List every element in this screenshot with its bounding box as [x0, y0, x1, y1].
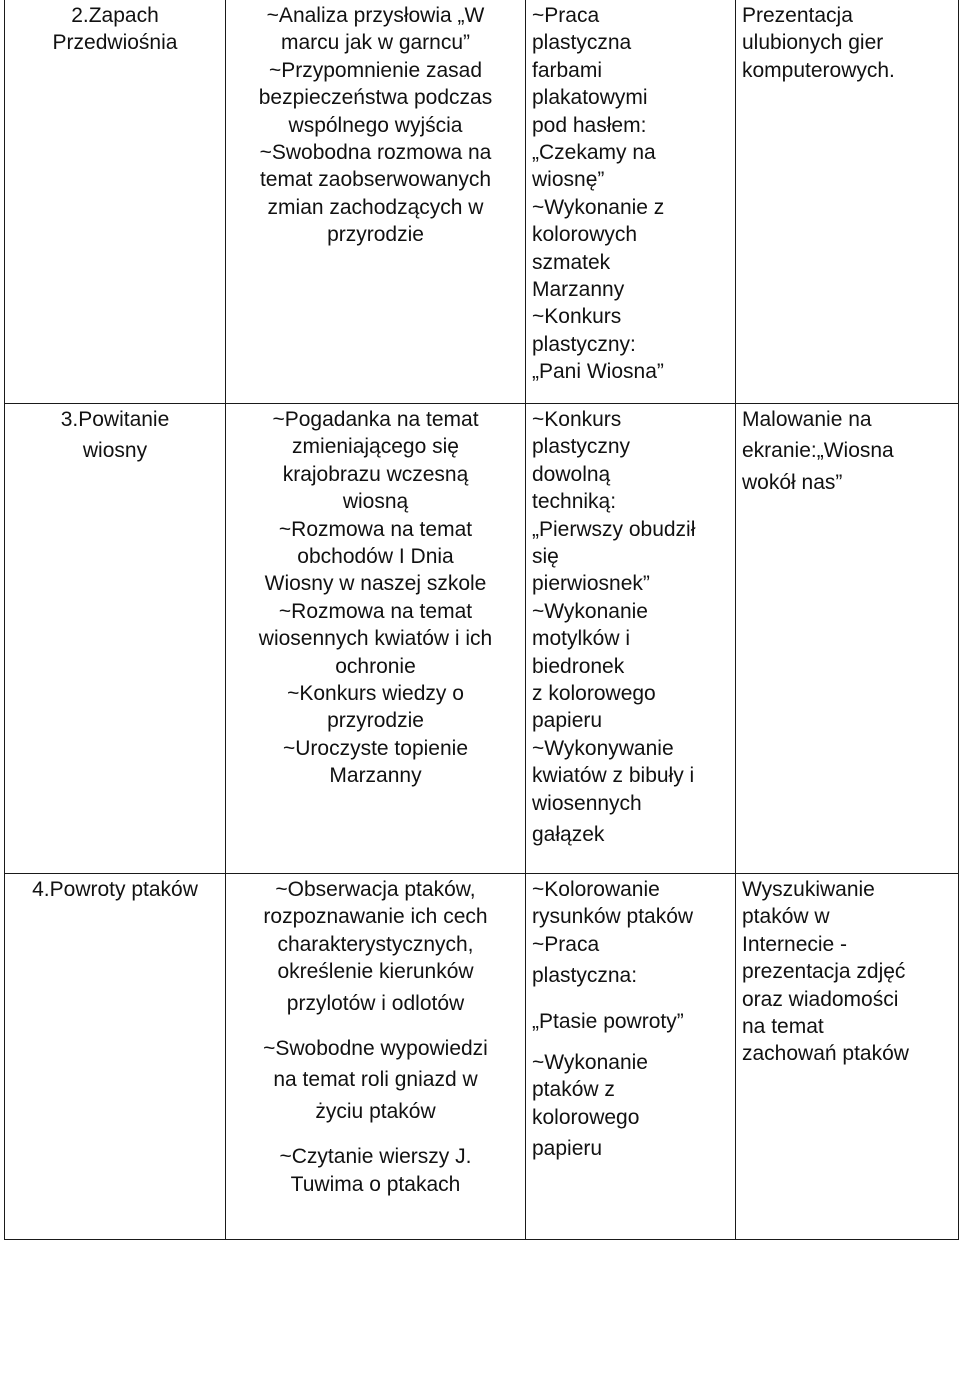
- art-line: plakatowymi: [532, 86, 648, 110]
- topic-cell: [5, 874, 226, 1240]
- art-line: farbami: [532, 58, 603, 82]
- topic-line: 2.Zapach: [71, 4, 159, 27]
- activity-line: Tuwima o ptakach: [290, 1172, 461, 1196]
- activity-line: ~Pogadanka na temat: [272, 408, 479, 431]
- activity-line: ~Uroczyste topienie: [282, 736, 468, 760]
- computer-line: na temat: [742, 1015, 824, 1039]
- art-line: pod hasłem:: [532, 113, 647, 137]
- art-line: kolorowych: [532, 223, 638, 247]
- art-line: ~Wykonywanie: [532, 736, 674, 760]
- activity-line: ~Konkurs wiedzy o: [287, 682, 464, 706]
- art-line: kwiatów z bibuły i: [532, 764, 695, 788]
- computer-line: Malowanie na: [742, 408, 872, 431]
- art-line: ~Wykonanie z: [532, 195, 665, 219]
- computer-cell: [736, 874, 959, 1240]
- activity-line: przylotów i odlotów: [286, 991, 465, 1015]
- art-cell: [526, 404, 736, 874]
- art-line: motylków i: [532, 627, 631, 651]
- activities-cell: [226, 874, 526, 1240]
- computer-line: ekranie:„Wiosna: [742, 439, 894, 463]
- art-line: rysunków ptaków: [532, 905, 694, 929]
- activity-line: ~Swobodne wypowiedzi: [263, 1037, 488, 1061]
- art-line: biedronek: [532, 654, 625, 678]
- activity-line: temat zaobserwowanych: [259, 168, 492, 192]
- activity-line: charakterystycznych,: [277, 932, 474, 956]
- computer-line: Prezentacja: [742, 4, 853, 27]
- table-row: [5, 874, 959, 1240]
- activity-line: życiu ptaków: [315, 1099, 436, 1123]
- activity-line: wiosną: [342, 490, 409, 514]
- art-line: ~Praca: [532, 4, 600, 27]
- activity-line: zmieniającego się: [292, 435, 459, 459]
- art-line: dowolną: [532, 462, 611, 486]
- computer-cell: [736, 0, 959, 404]
- activity-line: ochronie: [335, 654, 416, 678]
- computer-line: oraz wiadomości: [742, 987, 899, 1011]
- computer-line: Internecie -: [742, 932, 848, 956]
- art-line: Marzanny: [532, 278, 625, 302]
- activity-line: na temat roli gniazd w: [273, 1068, 478, 1092]
- art-line: papieru: [532, 709, 603, 733]
- art-line: ~Konkurs: [532, 408, 622, 431]
- topic-cell: [5, 404, 226, 874]
- art-cell: [526, 0, 736, 404]
- topic-line: 4.Powroty ptaków: [32, 878, 198, 901]
- topic-line: 3.Powitanie: [60, 408, 170, 431]
- art-line: gałązek: [532, 823, 605, 847]
- art-line: się: [532, 545, 559, 569]
- art-line: „Pierwszy obudził: [532, 517, 696, 541]
- activity-line: obchodów I Dnia: [297, 545, 454, 569]
- art-line: ~Konkurs: [532, 305, 622, 329]
- topic-line: Przedwiośnia: [52, 31, 178, 55]
- activity-line: bezpieczeństwa podczas: [258, 86, 493, 110]
- activity-line: Wiosny w naszej szkole: [264, 572, 487, 596]
- computer-cell: [736, 404, 959, 874]
- computer-line: komputerowych.: [742, 58, 895, 82]
- art-line: szmatek: [532, 250, 611, 274]
- lesson-plan-table: [4, 0, 959, 1240]
- art-line: „Ptasie powroty”: [532, 1009, 684, 1033]
- activity-line: przyrodzie: [327, 223, 424, 247]
- art-line: „Czekamy na: [532, 141, 656, 165]
- computer-line: prezentacja zdjęć: [742, 960, 906, 984]
- art-cell: [526, 874, 736, 1240]
- activity-line: ~Czytanie wierszy J.: [279, 1145, 472, 1169]
- art-line: ~Wykonanie: [532, 1051, 648, 1075]
- art-line: wiosennych: [532, 791, 642, 815]
- art-line: kolorowego: [532, 1105, 640, 1129]
- topic-cell: [5, 0, 226, 404]
- art-line: ~Praca: [532, 932, 600, 956]
- activity-line: wspólnego wyjścia: [288, 113, 463, 137]
- art-line: wiosnę”: [532, 168, 605, 192]
- art-line: ~Wykonanie: [532, 599, 648, 623]
- activity-line: rozpoznawanie ich cech: [263, 905, 488, 929]
- activity-line: marcu jak w garncu”: [280, 31, 471, 55]
- computer-line: Wyszukiwanie: [742, 878, 875, 901]
- art-line: „Pani Wiosna”: [532, 360, 664, 384]
- computer-line: zachowań ptaków: [742, 1042, 909, 1066]
- activity-line: przyrodzie: [327, 709, 424, 733]
- art-line: pierwiosnek”: [532, 572, 650, 596]
- activity-line: ~Swobodna rozmowa na: [259, 141, 492, 165]
- art-line: ptaków z: [532, 1078, 615, 1102]
- computer-line: ulubionych gier: [742, 31, 884, 55]
- activity-line: Marzanny: [329, 764, 422, 788]
- activity-line: ~Obserwacja ptaków,: [275, 878, 476, 901]
- table-row: [5, 404, 959, 874]
- activity-line: krajobrazu wczesną: [282, 462, 469, 486]
- art-line: techniką:: [532, 490, 617, 514]
- activities-cell: [226, 0, 526, 404]
- art-line: papieru: [532, 1137, 603, 1161]
- art-line: ~Kolorowanie: [532, 878, 660, 901]
- art-line: z kolorowego: [532, 682, 656, 706]
- art-line: plastyczna: [532, 31, 632, 55]
- activity-line: wiosennych kwiatów i ich: [258, 627, 493, 651]
- art-line: plastyczny: [532, 435, 631, 459]
- activity-line: ~Rozmowa na temat: [278, 599, 473, 623]
- activity-line: ~Przypomnienie zasad: [268, 58, 483, 82]
- table-row: [5, 0, 959, 404]
- art-line: plastyczna:: [532, 964, 638, 988]
- activity-line: zmian zachodzących w: [267, 195, 484, 219]
- activity-line: ~Analiza przysłowia „W: [266, 4, 485, 27]
- activities-cell: [226, 404, 526, 874]
- activity-line: ~Rozmowa na temat: [278, 517, 473, 541]
- topic-line: wiosny: [82, 439, 148, 463]
- computer-line: wokół nas”: [742, 470, 843, 494]
- computer-line: ptaków w: [742, 905, 830, 929]
- art-line: plastyczny:: [532, 332, 636, 356]
- activity-line: określenie kierunków: [277, 960, 474, 984]
